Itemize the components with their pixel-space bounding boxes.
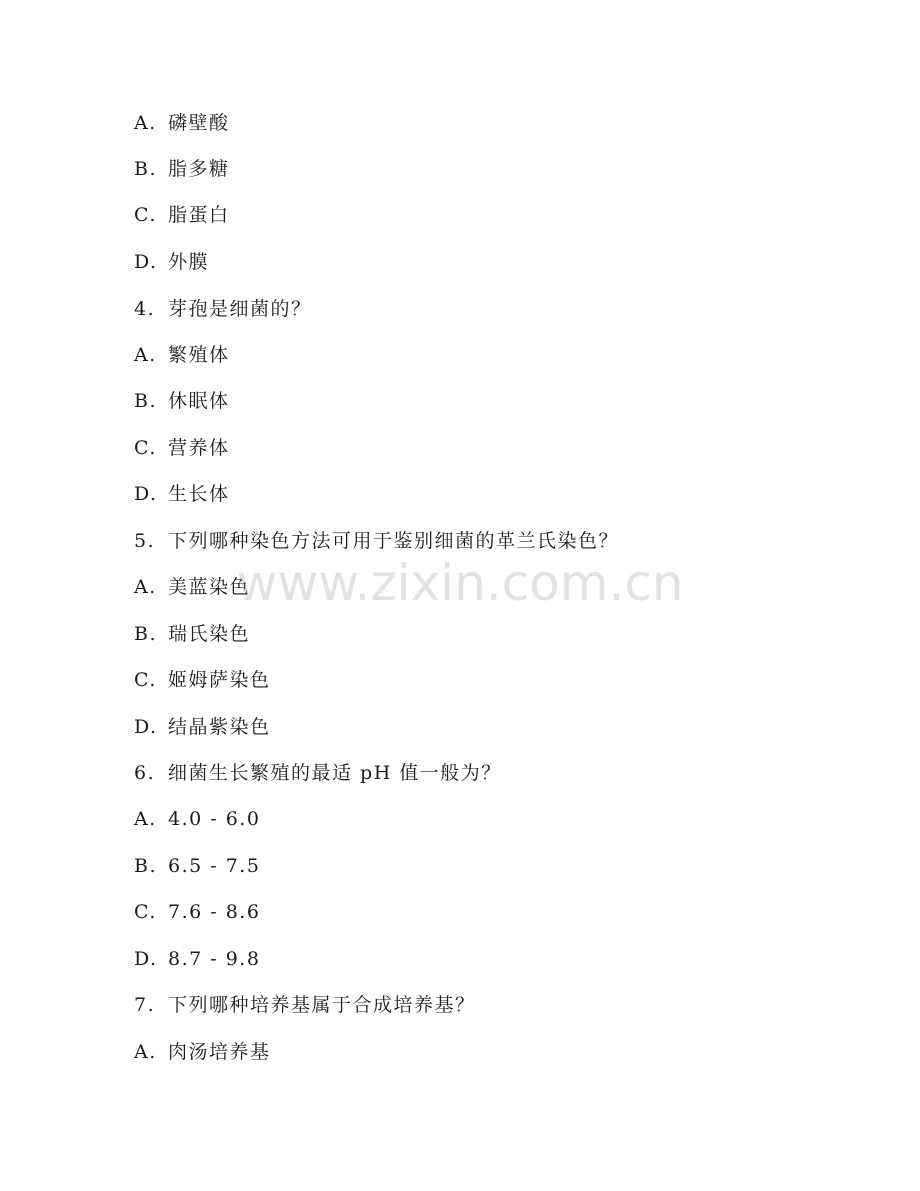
question-line [134,294,312,324]
question-line [134,990,476,1020]
option-line [134,340,230,370]
option-line [134,665,271,695]
option-text: 繁殖体 [168,344,230,366]
option-line [134,944,260,974]
option-letter: C. [134,437,157,459]
question-text: 下列哪种培养基属于合成培养基？ [168,994,476,1016]
option-line [134,479,230,509]
question-text: 芽孢是细菌的？ [168,298,312,320]
option-letter: A. [134,1041,157,1063]
option-letter: B. [134,623,158,645]
option-letter: A. [134,576,157,598]
option-letter: A. [134,344,157,366]
option-letter: D. [134,716,158,738]
option-text: 7.6 - 8.6 [168,901,261,923]
option-text: 肉汤培养基 [168,1041,271,1063]
option-line [134,433,230,463]
option-text: 外膜 [168,251,210,273]
option-letter: D. [134,483,158,505]
option-text: 8.7 - 9.8 [168,948,261,970]
option-letter: B. [134,855,158,877]
question-number: 5. [134,530,156,552]
option-text: 脂多糖 [168,158,230,180]
option-text: 休眠体 [168,390,230,412]
option-letter: A. [134,808,157,830]
option-line [134,804,260,834]
option-line [134,200,230,230]
option-letter: D. [134,948,158,970]
option-line [134,897,260,927]
question-line [134,526,619,556]
option-text: 结晶紫染色 [168,716,271,738]
question-number: 7. [134,994,156,1016]
option-text: 姬姆萨染色 [168,669,271,691]
option-text: 瑞氏染色 [168,623,251,645]
question-number: 6. [134,762,156,784]
question-text: 细菌生长繁殖的最适 pH 值一般为？ [168,762,502,784]
question-number: 4. [134,298,156,320]
option-line [134,1037,271,1067]
option-line [134,386,230,416]
option-letter: B. [134,158,158,180]
option-letter: C. [134,204,157,226]
option-line [134,572,250,602]
option-letter: A. [134,112,157,134]
question-line [134,758,502,788]
option-line [134,619,250,649]
option-letter: C. [134,901,157,923]
option-text: 4.0 - 6.0 [168,808,261,830]
option-text: 生长体 [168,483,230,505]
option-letter: D. [134,251,158,273]
option-line [134,154,230,184]
option-text: 6.5 - 7.5 [168,855,261,877]
option-line [134,108,230,138]
option-line [134,712,271,742]
option-letter: C. [134,669,157,691]
option-text: 美蓝染色 [168,576,251,598]
option-text: 营养体 [168,437,230,459]
option-text: 脂蛋白 [168,204,230,226]
watermark: www.zixin.com.cn [236,554,684,612]
option-line [134,851,260,881]
option-line [134,247,209,277]
option-letter: B. [134,390,158,412]
question-text: 下列哪种染色方法可用于鉴别细菌的革兰氏染色？ [168,530,620,552]
option-text: 磷壁酸 [168,112,230,134]
